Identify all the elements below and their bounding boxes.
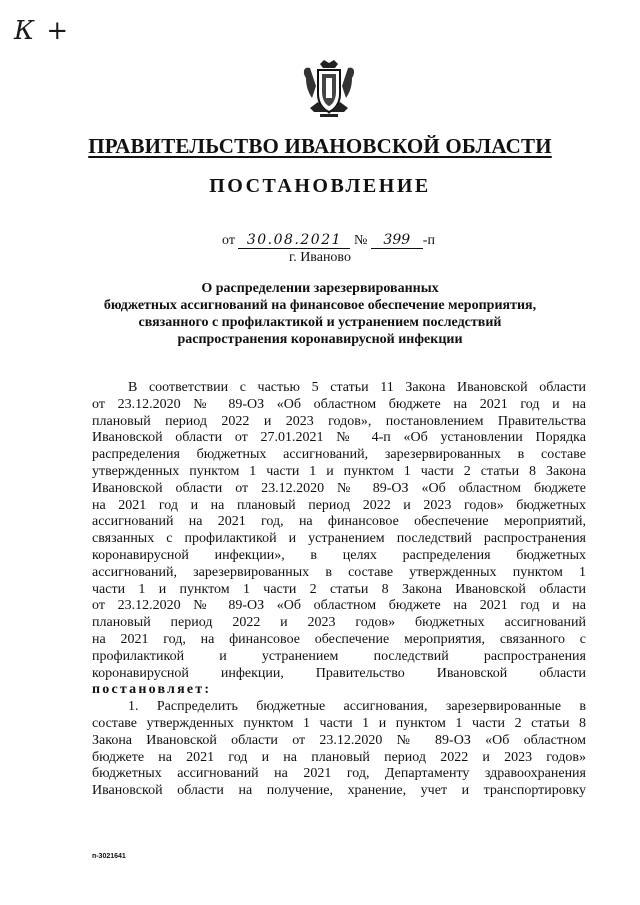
body-line: плановый период 2022 и 2023 годов», постановлением Правительства [92,413,586,429]
item-1-line: бюджетных ассигнований на 2021 год, Департаменту здравоохранения [92,766,586,782]
number-sign: № [353,233,368,248]
number-suffix: -п [422,233,435,248]
item-1-line: составе утвержденных пунктом 1 части 1 и пунктом 1 части 2 статьи 8 [92,715,586,731]
body-line: распределения бюджетных ассигнований, зарезервированных в составе [92,447,586,463]
body-line: на 2021 год, на финансовое обеспечение мероприятия, связанного с [92,631,586,647]
footer-code: п-3021641 [92,853,126,860]
body-line: Ивановской области от 23.12.2020 № 89-ОЗ «Об областном бюджете [92,480,586,496]
date-prefix: от [222,233,235,248]
body-line: связанных с профилактикой и устранением последствий распространения [92,531,586,547]
decree-body [92,380,586,800]
body-line: коронавирусной инфекции, Правительство Ивановской области [92,665,586,681]
body-line: от 23.12.2020 № 89-ОЗ «Об областном бюджете на 2021 год и на [92,598,586,614]
body-line: утвержденных пунктом 1 части 1 и пунктом 1 части 2 статьи 8 Закона [92,463,586,479]
city: г. Иваново [289,250,351,265]
handwritten-mark: К + [14,16,71,46]
body-line: плановый период 2022 и 2023 годов» бюджетных ассигнований [92,615,586,631]
document-type: ПОСТАНОВЛЕНИЕ [209,175,431,197]
date-number-line [222,232,435,249]
subject-line: распространения коронавирусной инфекции [177,332,463,347]
subject-line: связанного с профилактикой и устранением последствий [138,315,502,330]
subject-line: бюджетных ассигнований на финансовое обеспечение мероприятия, [103,298,537,313]
body-line: части 1 и пунктом 1 части 2 статьи 8 Закона Ивановской области [92,581,586,597]
government-title: ПРАВИТЕЛЬСТВО ИВАНОВСКОЙ ОБЛАСТИ [88,134,552,158]
body-line: ассигнований, зарезервированных в составе утвержденных пунктом 1 [92,564,586,580]
item-1-number: 1. [128,699,139,715]
item-1-first-line [92,699,586,716]
coat-of-arms-emblem [298,58,360,120]
item-1-line: Закона Ивановской области от 23.12.2020 № 89-ОЗ «Об областном [92,732,586,748]
resolves-word: постановляет: [92,682,212,698]
decree-subject [60,280,580,348]
body-line: от 23.12.2020 № 89-ОЗ «Об областном бюджете на 2021 год и на [92,396,586,412]
handwritten-date: 30.08.2021 [238,232,350,249]
handwritten-number: 399 [371,232,423,249]
body-line: Ивановской области от 27.01.2021 № 4-п «Об установлении Порядка [92,430,586,446]
item-1-line: бюджете на 2021 год и на плановый период 2022 и 2023 годов» [92,749,586,765]
body-line: на 2021 год и на плановый период 2022 и 2023 годов» бюджетных [92,497,586,513]
item-1-line: Ивановской области на получение, хранение, учет и транспортировку [92,783,586,799]
subject-line: О распределении зарезервированных [201,281,439,296]
body-line: ассигнований на 2021 год, на финансовое обеспечение мероприятий, [92,514,586,530]
body-line: В соответствии с частью 5 статьи 11 Закона Ивановской области [128,380,586,395]
body-line: коронавирусной инфекции», в целях распределения бюджетных [92,547,586,563]
body-line: профилактикой и устранением последствий распространения [92,648,586,664]
item-1-text: Распределить бюджетные ассигнования, зарезервированные в [156,699,586,715]
